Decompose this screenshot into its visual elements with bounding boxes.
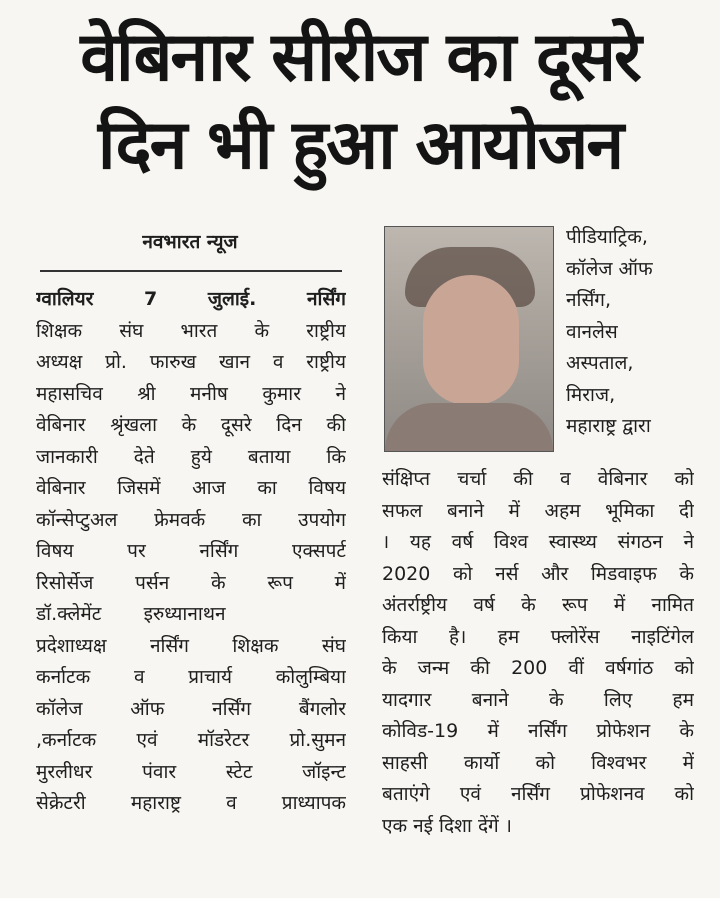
- article-line: अध्यक्ष प्रो. फारुख खान व राष्ट्रीय: [36, 351, 346, 373]
- article-line: एक नई दिशा देंगें ।: [382, 814, 512, 837]
- article-line: अस्पताल,: [566, 352, 634, 374]
- article-line: 2020 को नर्स और मिडवाइफ के: [382, 562, 694, 585]
- article-right-top-column: [566, 222, 696, 443]
- byline: नवभारत न्यूज: [142, 231, 238, 253]
- article-line: बताएंगे एवं नर्सिंग प्रोफेशनव को: [382, 783, 694, 805]
- article-line: विषय पर नर्सिंग एक्सपर्ट: [36, 540, 346, 562]
- article-line: अंतर्राष्ट्रीय वर्ष के रूप में नामित: [382, 594, 694, 616]
- article-line: प्रदेशाध्यक्ष नर्सिंग शिक्षक संघ: [36, 634, 346, 657]
- article-line: नर्सिंग,: [566, 289, 612, 311]
- article-line: वेबिनार जिसमें आज का विषय: [36, 477, 346, 499]
- article-line: कॉलेज ऑफ नर्सिंग बैंगलोर: [36, 697, 346, 720]
- article-line: कॉन्सेप्टुअल फ्रेमवर्क का उपयोग: [36, 508, 346, 531]
- article-line: किया है। हम फ्लोरेंस नाइटिंगेल: [382, 625, 694, 648]
- article-line: जानकारी देते हुये बताया कि: [36, 445, 346, 468]
- byline-divider: [40, 270, 342, 272]
- article-line: यादगार बनाने के लिए हम: [382, 688, 694, 711]
- article-line: रिसोर्सेज पर्सन के रूप में: [36, 571, 346, 594]
- article-line: कर्नाटक व प्राचार्य कोलुम्बिया: [36, 666, 346, 688]
- article-line: सेक्रेटरी महाराष्ट्र व प्राध्यापक: [36, 792, 346, 814]
- article-line: मिराज,: [566, 383, 616, 406]
- headline-line-1: वेबिनार सीरीज का दूसरे: [80, 18, 640, 97]
- article-line: मुरलीधर पंवार स्टेट जॉइन्ट: [36, 760, 346, 783]
- article-line: वानलेस: [566, 320, 618, 343]
- article-line: ,कर्नाटक एवं मॉडरेटर प्रो.सुमन: [36, 729, 346, 751]
- headline: [0, 14, 720, 190]
- article-line: साहसी कार्यो को विश्वभर में: [382, 751, 694, 774]
- article-line: । यह वर्ष विश्व स्वास्थ्य संगठन ने: [382, 531, 694, 553]
- headline-line-2: दिन भी हुआ आयोजन: [97, 106, 623, 185]
- dateline: ग्वालियर 7 जुलाई. नर्सिंग: [36, 288, 346, 310]
- article-line: के जन्म की 200 वीं वर्षगांठ को: [382, 657, 694, 679]
- article-line: संक्षिप्त चर्चा की व वेबिनार को: [382, 468, 694, 490]
- article-line: वेबिनार श्रृंखला के दूसरे दिन की: [36, 414, 346, 436]
- article-line: पीडियाट्रिक,: [566, 226, 648, 248]
- article-line: महाराष्ट्र द्वारा: [566, 415, 651, 437]
- article-right-bottom-column: [382, 464, 694, 842]
- article-line: शिक्षक संघ भारत के राष्ट्रीय: [36, 319, 346, 342]
- article-line: कॉलेज ऑफ: [566, 257, 653, 280]
- article-line: महासचिव श्री मनीष कुमार ने: [36, 382, 346, 405]
- article-left-column: [36, 284, 346, 820]
- article-line: कोविड-19 में नर्सिंग प्रोफेशन के: [382, 720, 694, 742]
- article-line: सफल बनाने में अहम भूमिका दी: [382, 499, 694, 522]
- article-line: [36, 284, 346, 316]
- person-photo: [384, 226, 554, 452]
- article-line: डॉ.क्लेमेंट इरुध्यानाथन: [36, 603, 226, 625]
